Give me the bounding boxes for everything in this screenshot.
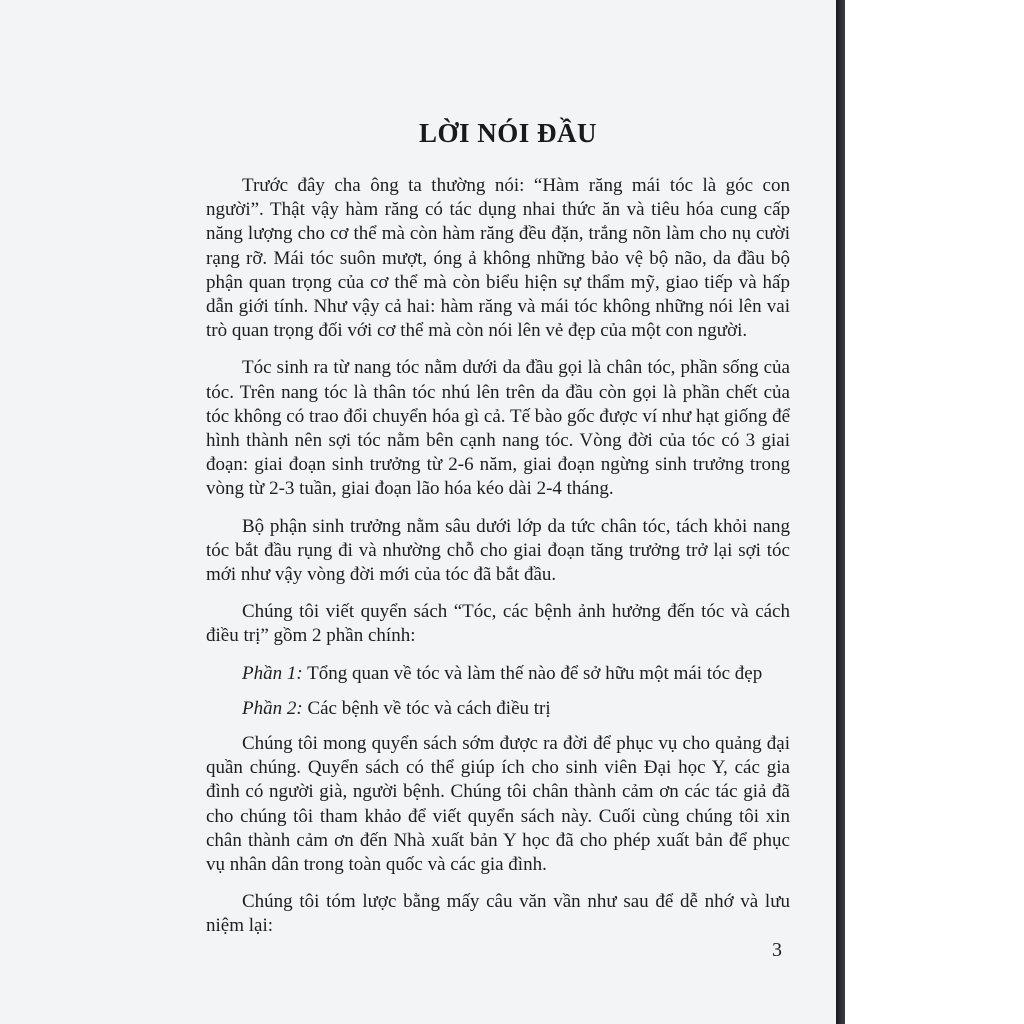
part-1-text: Tổng quan về tóc và làm thế nào để sở hữu một mái tóc đẹp	[302, 662, 763, 684]
part-2-line	[206, 697, 790, 721]
part-1-line	[206, 662, 790, 686]
part-2-label: Phần 2:	[242, 697, 303, 719]
paragraph-summary-intro: Chúng tôi tóm lược bằng mấy câu văn vần như sau để dễ nhớ và lưu niệm lại:	[206, 891, 790, 937]
paragraph-book-structure: Chúng tôi viết quyển sách “Tóc, các bệnh ảnh hưởng đến tóc và cách điều trị” gồm 2 phần chính:	[206, 601, 790, 647]
page-title: LỜI NÓI ĐẦU	[418, 118, 598, 148]
paragraph-acknowledgement: Chúng tôi mong quyển sách sớm được ra đời để phục vụ cho quảng đại quần chúng. Quyển sách có thể giúp ích cho sinh viên Đại học Y, các gia đình có người già, người bệnh. Chúng tôi chân thành cảm ơn các tác giả đã cho chúng tôi tham khảo để viết quyển sách này. Cuối cùng chúng tôi xin chân thành cảm ơn đến Nhà xuất bản Y học đã cho phép xuất bản để phục vụ nhân dân trong toàn quốc và các gia đình.	[206, 733, 790, 876]
page-number: 3	[772, 939, 782, 961]
part-1-label: Phần 1:	[242, 662, 303, 684]
part-2-text: Các bệnh về tóc và cách điều trị	[302, 697, 551, 719]
page-edge-shadow	[836, 0, 845, 1024]
paragraph-hair-origin: Tóc sinh ra từ nang tóc nằm dưới da đầu gọi là chân tóc, phần sống của tóc. Trên nang tóc là thân tóc nhú lên trên da đầu còn gọi là phần chết của tóc không có trao đổi chuyển hóa gì cả. Tế bào gốc được ví như hạt giống để hình thành nên sợi tóc nằm bên cạnh nang tóc. Vòng đời của tóc có 3 giai đoạn: giai đoạn sinh trưởng từ 2-6 năm, giai đoạn ngừng sinh trưởng trong vòng từ 2-3 tuần, giai đoạn lão hóa kéo dài 2-4 tháng.	[206, 357, 790, 500]
body-text	[206, 174, 790, 952]
paragraph-growth: Bộ phận sinh trưởng nằm sâu dưới lớp da tức chân tóc, tách khỏi nang tóc bắt đầu rụng đi và nhường chỗ cho giai đoạn tăng trưởng trở lại sợi tóc mới như vậy vòng đời mới của tóc đã bắt đầu.	[206, 515, 790, 586]
paragraph-intro: Trước đây cha ông ta thường nói: “Hàm răng mái tóc là góc con người”. Thật vậy hàm răng có tác dụng nhai thức ăn và tiêu hóa cung cấp năng lượng cho cơ thể mà còn hàm răng đều đặn, trắng nõn làm cho nụ cười rạng rỡ. Mái tóc suôn mượt, óng ả không những bảo vệ bộ não, da đầu bộ phận quan trọng của cơ thể mà còn biểu hiện sự thẩm mỹ, giao tiếp và hấp dẫn giới tính. Như vậy cả hai: hàm răng và mái tóc không những nói lên vai trò quan trọng đối với cơ thể mà còn nói lên vẻ đẹp của một con người.	[206, 175, 790, 342]
